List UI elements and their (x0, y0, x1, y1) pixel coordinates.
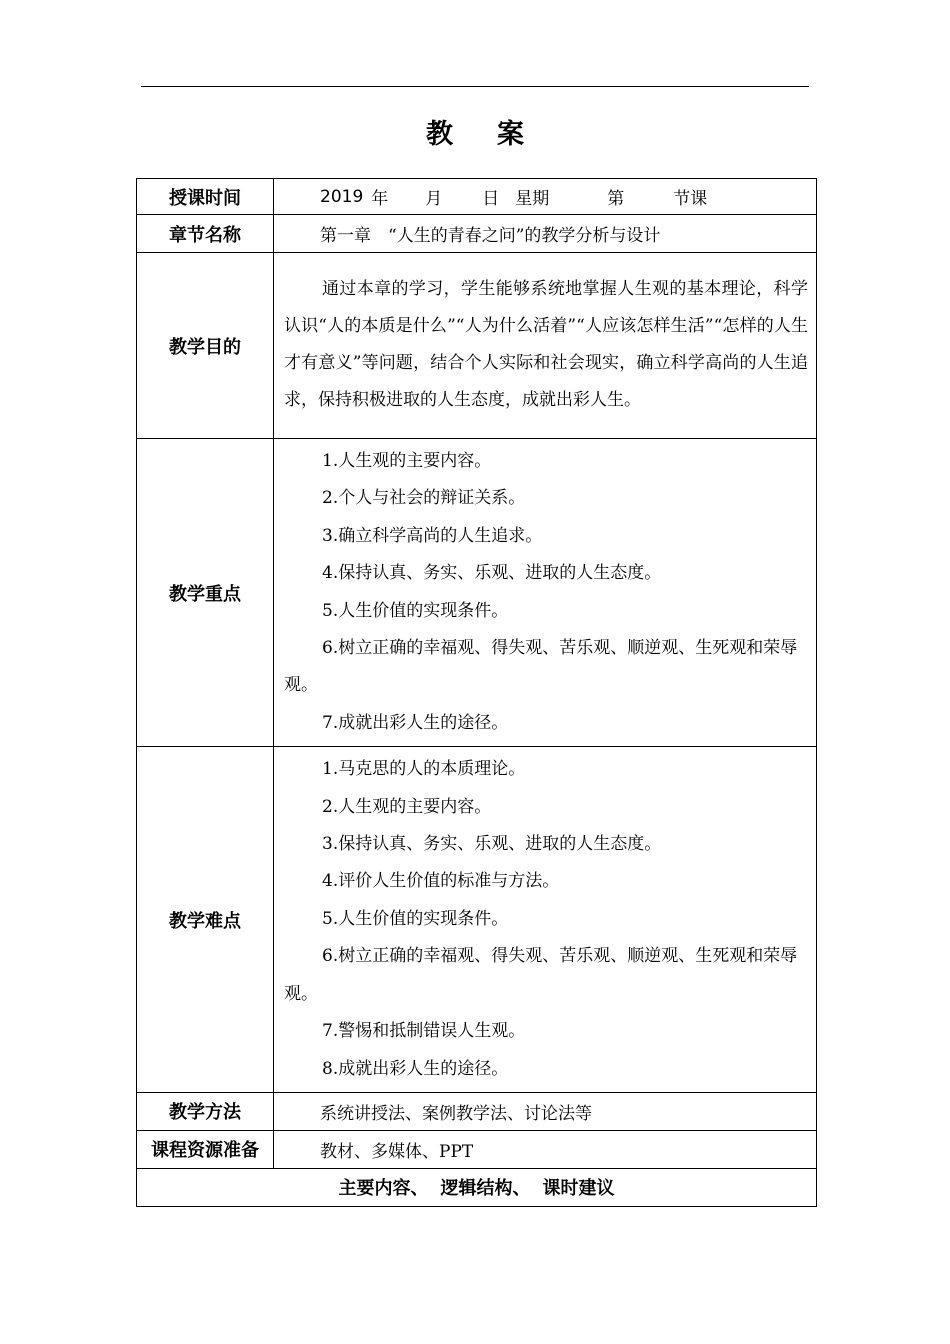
resources-label: 课程资源准备 (137, 1130, 274, 1168)
difficulties-label: 教学难点 (137, 747, 274, 1093)
objective-label: 教学目的 (137, 253, 274, 439)
row-methods (137, 1092, 817, 1130)
weekday-label: 星期 (515, 189, 550, 209)
footer-part-3: 课时建议 (542, 1178, 615, 1200)
page-title (0, 112, 950, 151)
chapter-label: 章节名称 (137, 215, 274, 253)
row-resources (137, 1130, 817, 1168)
list-item: 7.警惕和抵制错误人生观。 (322, 1021, 526, 1042)
list-item: 1.马克思的人的本质理论。 (322, 759, 526, 780)
footer-part-2: 逻辑结构、 (440, 1178, 531, 1200)
footer-cell (137, 1168, 817, 1206)
header-rule (141, 86, 809, 87)
lesson-plan-table (136, 178, 817, 1207)
list-item: 3.确立科学高尚的人生追求。 (322, 525, 543, 546)
row-chapter (137, 215, 817, 253)
row-difficulties (137, 747, 817, 1093)
methods-value: 系统讲授法、案例教学法、讨论法等 (320, 1103, 592, 1124)
methods-label: 教学方法 (137, 1092, 274, 1130)
list-item: 6.树立正确的幸福观、得失观、苦乐观、顺逆观、生死观和荣辱观。 (284, 946, 798, 1004)
list-item: 5.人生价值的实现条件。 (322, 908, 509, 929)
list-item: 3.保持认真、务实、乐观、进取的人生态度。 (322, 834, 662, 855)
ordinal-label: 第 (607, 189, 625, 209)
list-item: 2.个人与社会的辩证关系。 (322, 488, 526, 509)
row-key-points (137, 439, 817, 747)
resources-value: 教材、多媒体、PPT (320, 1141, 474, 1162)
footer-part-1: 主要内容、 (338, 1178, 429, 1200)
list-item: 7.成就出彩人生的途径。 (322, 712, 509, 733)
list-item: 5.人生价值的实现条件。 (322, 600, 509, 621)
list-item: 1.人生观的主要内容。 (322, 451, 492, 471)
year-value: 2019 (320, 186, 364, 207)
list-item: 8.成就出彩人生的途径。 (322, 1058, 509, 1079)
title-char-1: 教 (426, 119, 453, 150)
time-label: 授课时间 (137, 179, 274, 215)
key-points-list (274, 439, 816, 746)
row-footer (137, 1168, 817, 1206)
period-label: 节课 (673, 189, 708, 209)
objective-text: 通过本章的学习，学生能够系统地掌握人生观的基本理论，科学认识“人的本质是什么”“人为什么活着”“人应该怎样生活”“怎样的人生才有意义”等问题，结合个人实际和社会现实，确立科学高尚的人生追求，保持积极进取的人生态度，成就出彩人生。 (284, 278, 808, 410)
year-unit: 年 (371, 189, 389, 209)
list-item: 2.人生观的主要内容。 (322, 796, 492, 817)
list-item: 6.树立正确的幸福观、得失观、苦乐观、顺逆观、生死观和荣辱观。 (284, 638, 798, 696)
row-objective (137, 253, 817, 439)
difficulties-list (274, 747, 816, 1092)
list-item: 4.评价人生价值的标准与方法。 (322, 871, 560, 892)
row-time (137, 179, 817, 215)
list-item: 4.保持认真、务实、乐观、进取的人生态度。 (322, 563, 662, 584)
key-points-label: 教学重点 (137, 439, 274, 747)
title-char-2: 案 (497, 119, 524, 150)
day-unit: 日 (482, 189, 500, 209)
month-unit: 月 (425, 189, 443, 209)
chapter-value: 第一章 “人生的青春之问”的教学分析与设计 (320, 226, 661, 246)
time-value (274, 179, 817, 215)
